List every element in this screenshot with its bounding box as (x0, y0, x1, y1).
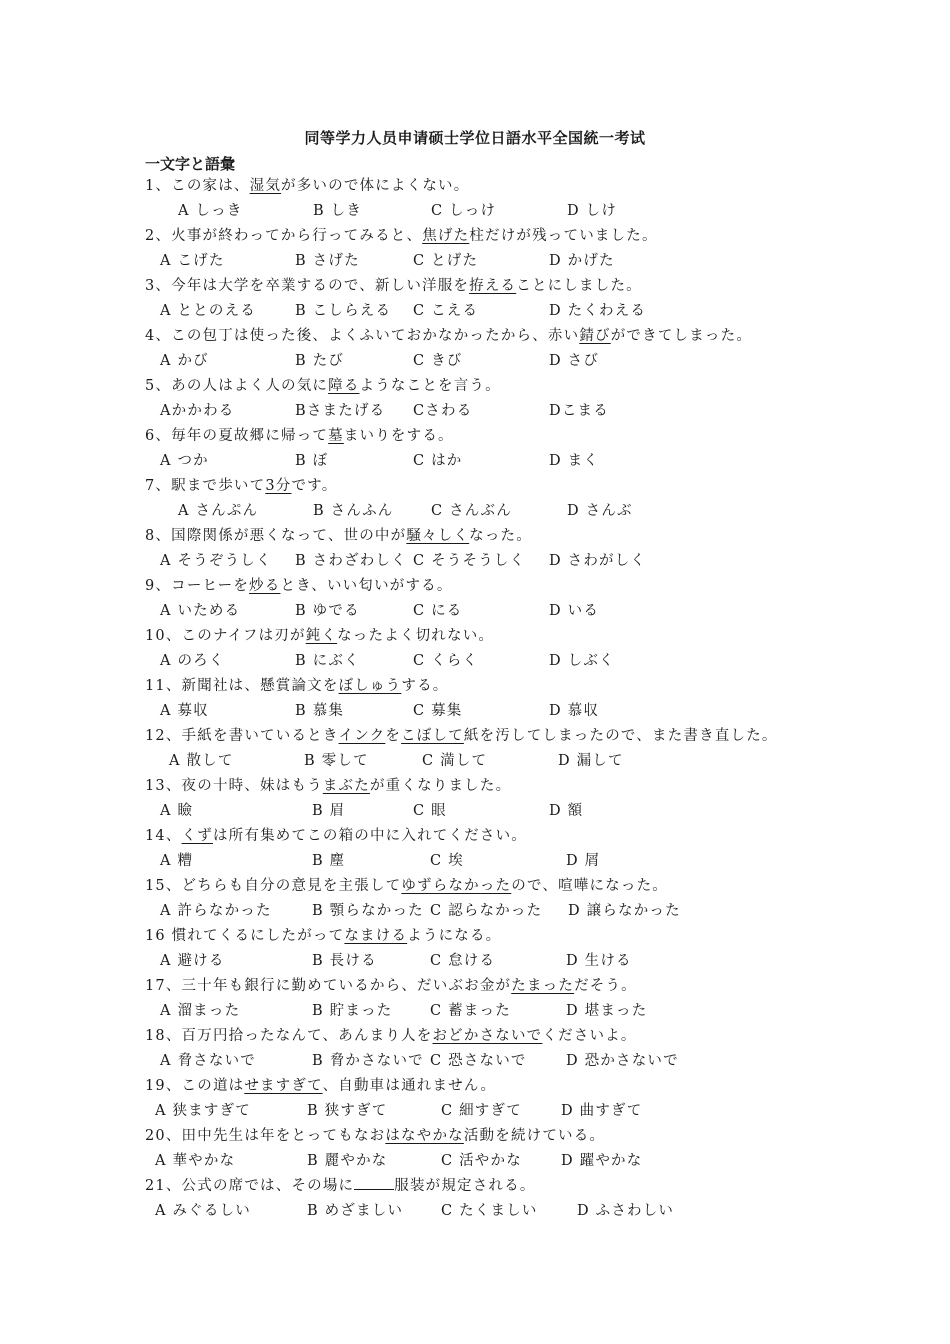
question-item (145, 924, 845, 974)
choice-row (145, 399, 845, 424)
question-item (145, 974, 845, 1024)
question-item (145, 574, 845, 624)
question-prefix: 6、毎年の夏故郷に帰って (145, 428, 329, 444)
question-prefix: 12、手紙を書いているとき (145, 728, 339, 744)
choice-row (145, 899, 845, 924)
underlined-term: せますぎて (244, 1078, 323, 1094)
question-text (145, 424, 845, 449)
question-prefix: 15、どちらも自分の意見を主張して (145, 878, 402, 894)
choice-option[interactable]: B 眉 (312, 803, 346, 819)
question-item (145, 224, 845, 274)
underlined-term: ぼしゅう (338, 678, 402, 694)
underlined-term: 錆び (579, 328, 611, 344)
question-text (145, 924, 845, 949)
question-text (145, 224, 845, 249)
question-text (145, 824, 845, 849)
question-item (145, 474, 845, 524)
choice-option[interactable]: A 散して (169, 753, 234, 769)
choice-row (145, 1049, 845, 1074)
question-item (145, 524, 845, 574)
question-suffix: する。 (401, 678, 449, 694)
choice-option[interactable]: B 塵 (312, 853, 346, 869)
question-suffix: 、自動車は通れません。 (322, 1078, 497, 1094)
choice-row (145, 999, 845, 1024)
choice-option[interactable]: D たくわえる (549, 303, 647, 319)
choice-option[interactable]: D さんぶ (567, 503, 633, 519)
choice-option[interactable]: C しっけ (431, 203, 497, 219)
choice-option[interactable]: A 募収 (160, 703, 209, 719)
choice-option[interactable]: A ととのえる (160, 303, 256, 319)
question-suffix: だそう。 (574, 978, 637, 994)
question-prefix: 18、百万円拾ったなんて、あんまり人を (145, 1028, 433, 1044)
choice-option[interactable]: C 活やかな (441, 1153, 522, 1169)
question-suffix: 活動を続けている。 (463, 1128, 606, 1144)
choice-option[interactable]: C 怠ける (430, 953, 496, 969)
question-text (145, 324, 845, 349)
choice-option[interactable]: B 麗やかな (307, 1153, 388, 1169)
question-prefix: 4、この包丁は使った後、よくふいておかなかったから、赤い (145, 328, 580, 344)
choice-option[interactable]: D さわがしく (549, 553, 647, 569)
question-suffix: です。 (291, 478, 338, 494)
choice-option[interactable]: B たび (295, 353, 345, 369)
underlined-term: 騒々しく (406, 528, 470, 544)
choice-option[interactable]: Dこまる (549, 403, 609, 419)
choice-option[interactable]: C はか (413, 453, 463, 469)
underlined-term: くず (181, 828, 213, 844)
question-item (145, 1174, 845, 1224)
question-suffix: ができてしまった。 (610, 328, 753, 344)
choice-option[interactable]: C きび (413, 353, 463, 369)
choice-option[interactable]: C 認らなかった (430, 903, 543, 919)
choice-option[interactable]: D 曲すぎて (561, 1103, 643, 1119)
choice-option[interactable]: B さんふん (313, 503, 394, 519)
choice-option[interactable]: B にぶく (295, 653, 360, 669)
choice-option[interactable]: C 眼 (413, 803, 447, 819)
choice-option[interactable]: D かげた (549, 253, 615, 269)
choice-row (145, 699, 845, 724)
choice-option[interactable]: B 貯まった (312, 1003, 393, 1019)
question-item (145, 674, 845, 724)
choice-option[interactable]: A 糟 (160, 853, 194, 869)
question-item (145, 774, 845, 824)
choice-option[interactable]: B ゆでる (295, 603, 360, 619)
question-text (145, 774, 845, 799)
question-item (145, 874, 845, 924)
choice-option[interactable]: C 募集 (413, 703, 463, 719)
choice-option[interactable]: C 細すぎて (441, 1103, 522, 1119)
underlined-term: はなやかな (385, 1128, 464, 1144)
choice-option[interactable]: B 長ける (312, 953, 377, 969)
choice-row (145, 249, 845, 274)
choice-row (145, 599, 845, 624)
question-suffix: ようになる。 (407, 928, 502, 944)
question-item (145, 624, 845, 674)
question-prefix: 11、新聞社は、懸賞論文を (145, 678, 339, 694)
question-text (145, 274, 845, 299)
choice-option[interactable]: A そうぞうしく (160, 553, 272, 569)
choice-option[interactable]: D 譲らなかった (568, 903, 681, 919)
underlined-term: 炒る (249, 578, 281, 594)
choice-option[interactable]: D 慕収 (549, 703, 600, 719)
choice-option[interactable]: B さわざわしく (295, 553, 407, 569)
question-prefix: 5、あの人はよく人の気に (145, 378, 329, 394)
question-item (145, 1074, 845, 1124)
choice-row (145, 1099, 845, 1124)
choice-option[interactable]: A いためる (160, 603, 241, 619)
choice-row (145, 1149, 845, 1174)
question-prefix: 3、今年は大学を卒業するので、新しい洋服を (145, 278, 470, 294)
choice-option[interactable]: A 狭ますぎて (155, 1103, 251, 1119)
choice-option[interactable]: A 許らなかった (160, 903, 272, 919)
choice-row (145, 449, 845, 474)
question-text (145, 1174, 845, 1199)
choice-row (145, 1199, 845, 1224)
question-text (145, 474, 845, 499)
question-text (145, 1024, 845, 1049)
choice-option[interactable]: B こしらえる (295, 303, 392, 319)
question-suffix: ので、喧嘩になった。 (511, 878, 668, 894)
question-suffix: なったよく切れない。 (337, 628, 495, 644)
choice-option[interactable]: C こえる (413, 303, 479, 319)
question-text (145, 574, 845, 599)
question-middle: を (385, 728, 402, 744)
choice-option[interactable]: C そうそうしく (413, 553, 526, 569)
question-suffix: まいりをする。 (343, 428, 454, 444)
underlined-term: こぼして (401, 728, 464, 744)
choice-row (145, 299, 845, 324)
choice-option[interactable]: C たくましい (441, 1203, 538, 1219)
choice-option[interactable]: A さんぷん (178, 503, 259, 519)
choice-option[interactable]: D 屑 (566, 853, 601, 869)
answer-blank (354, 1175, 394, 1190)
choice-option[interactable]: D 額 (549, 803, 584, 819)
question-suffix: ようなことを言う。 (359, 378, 501, 394)
question-prefix: 1、この家は、 (145, 178, 250, 194)
choice-option[interactable]: C 埃 (430, 853, 464, 869)
section-heading: 一文字と語彙 (145, 155, 236, 173)
choice-option[interactable]: C とげた (413, 253, 479, 269)
question-suffix: 服装が規定される。 (394, 1178, 536, 1194)
choice-row (145, 849, 845, 874)
question-prefix: 21、公式の席では、その場に (145, 1178, 355, 1194)
choice-option[interactable]: C 満して (422, 753, 488, 769)
choice-row (145, 749, 845, 774)
question-prefix: 9、コーヒーを (145, 578, 250, 594)
choice-option[interactable]: B 狭すぎて (307, 1103, 388, 1119)
question-item (145, 824, 845, 874)
underlined-term: インク (338, 728, 386, 744)
question-prefix: 14、 (145, 828, 182, 844)
question-text (145, 674, 845, 699)
question-prefix: 10、このナイフは刃が (145, 628, 306, 644)
underlined-term: なまける (344, 928, 408, 944)
choice-row (145, 499, 845, 524)
choice-option[interactable]: C さんぶん (431, 503, 512, 519)
choice-option[interactable]: A 華やかな (155, 1153, 236, 1169)
question-item (145, 1024, 845, 1074)
choice-option[interactable]: D いる (549, 603, 600, 619)
choice-option[interactable]: B さげた (295, 253, 360, 269)
choice-option[interactable]: D しけ (567, 203, 618, 219)
choice-option[interactable]: C くらく (413, 653, 479, 669)
choice-option[interactable]: Bさまたげる (295, 403, 386, 419)
choice-option[interactable]: Cさわる (413, 403, 473, 419)
choice-option[interactable]: B ぼ (295, 453, 329, 469)
question-prefix: 20、田中先生は年をとってもなお (145, 1128, 386, 1144)
choice-option[interactable]: D 生ける (566, 953, 632, 969)
question-prefix: 7、駅まで歩いて (145, 478, 266, 494)
choice-option[interactable]: D まく (549, 453, 600, 469)
question-suffix: くださいよ。 (542, 1028, 637, 1044)
question-text (145, 1074, 845, 1099)
choice-row (145, 549, 845, 574)
question-prefix: 19、この道は (145, 1078, 245, 1094)
question-prefix: 2、火事が終わってから行ってみると、 (145, 228, 423, 244)
choice-option[interactable]: A 溜まった (160, 1003, 241, 1019)
choice-row (145, 199, 845, 224)
underlined-term: 鈍く (305, 628, 338, 644)
underlined-term: ゆずらなかった (401, 878, 512, 894)
choice-option[interactable]: D ふさわしい (577, 1203, 675, 1219)
question-prefix: 17、三十年も銀行に勤めているから、だいぶお金が (145, 978, 512, 994)
question-suffix: が多いので体によくない。 (281, 178, 470, 194)
question-suffix: なった。 (469, 528, 532, 544)
question-item (145, 324, 845, 374)
choice-option[interactable]: D 漏して (558, 753, 624, 769)
choice-option[interactable]: A かび (160, 353, 209, 369)
choice-row (145, 349, 845, 374)
choice-option[interactable]: A こげた (160, 253, 225, 269)
choice-option[interactable]: D しぶく (549, 653, 615, 669)
choice-option[interactable]: A 脅さないで (160, 1053, 256, 1069)
question-suffix: は所有集めてこの箱の中に入れてください。 (212, 828, 527, 844)
question-text (145, 524, 845, 549)
choice-option[interactable]: D 恐かさないで (566, 1053, 679, 1069)
choice-option[interactable]: C 恐さないで (430, 1053, 527, 1069)
choice-option[interactable]: Aかかわる (160, 403, 235, 419)
choice-option[interactable]: B 脅かさないで (312, 1053, 424, 1069)
choice-row (145, 649, 845, 674)
choice-option[interactable]: B 零して (304, 753, 369, 769)
question-text (145, 624, 845, 649)
question-text (145, 174, 845, 199)
choice-option[interactable]: B 慕集 (295, 703, 345, 719)
choice-option[interactable]: B しき (313, 203, 363, 219)
question-text (145, 1124, 845, 1149)
choice-option[interactable]: C にる (413, 603, 463, 619)
question-suffix: とき、いい匂いがする。 (280, 578, 453, 594)
question-prefix: 8、国際関係が悪くなって、世の中が (145, 528, 407, 544)
choice-option[interactable]: A のろく (160, 653, 225, 669)
question-item (145, 374, 845, 424)
question-text (145, 374, 845, 399)
question-item (145, 724, 845, 774)
question-text (145, 724, 845, 749)
choice-row (145, 799, 845, 824)
choice-option[interactable]: D さび (549, 353, 600, 369)
underlined-term: 湿気 (249, 178, 282, 194)
question-prefix: 13、夜の十時、妹はもう (145, 778, 323, 794)
document-title: 同等学力人员申请硕士学位日語水平全国統一考试 (304, 129, 646, 147)
question-list (145, 174, 845, 1224)
question-text (145, 874, 845, 899)
choice-option[interactable]: A 瞼 (160, 803, 194, 819)
question-prefix: 16 慣れてくるにしたがって (145, 928, 345, 944)
question-item (145, 274, 845, 324)
choice-option[interactable]: C 蓄まった (430, 1003, 511, 1019)
question-suffix: ことにしました。 (516, 278, 642, 294)
underlined-term: 拵える (469, 278, 517, 294)
question-suffix: 柱だけが残っていました。 (469, 228, 658, 244)
choice-option[interactable]: A 避ける (160, 953, 225, 969)
underlined-term: おどかさないで (432, 1028, 543, 1044)
choice-option[interactable]: D 躍やかな (561, 1153, 643, 1169)
choice-option[interactable]: D 堪まった (566, 1003, 648, 1019)
underlined-term: まぶた (322, 778, 370, 794)
underlined-term: 3分 (265, 478, 292, 494)
question-suffix: が重くなりました。 (369, 778, 512, 794)
question-text (145, 974, 845, 999)
choice-option[interactable]: A つか (160, 453, 209, 469)
underlined-term: たまった (511, 978, 575, 994)
choice-option[interactable]: B めざましい (307, 1203, 404, 1219)
underlined-term: 焦げた (422, 228, 470, 244)
choice-option[interactable]: B 顎らなかった (312, 903, 424, 919)
underlined-term: 障る (328, 378, 360, 394)
choice-option[interactable]: A みぐるしい (155, 1203, 251, 1219)
underlined-term: 墓 (328, 428, 344, 444)
choice-row (145, 949, 845, 974)
question-suffix: 紙を汚してしまったので、また書き直した。 (463, 728, 778, 744)
question-item (145, 424, 845, 474)
question-item (145, 1124, 845, 1174)
question-item (145, 174, 845, 224)
choice-option[interactable]: A しっき (178, 203, 243, 219)
